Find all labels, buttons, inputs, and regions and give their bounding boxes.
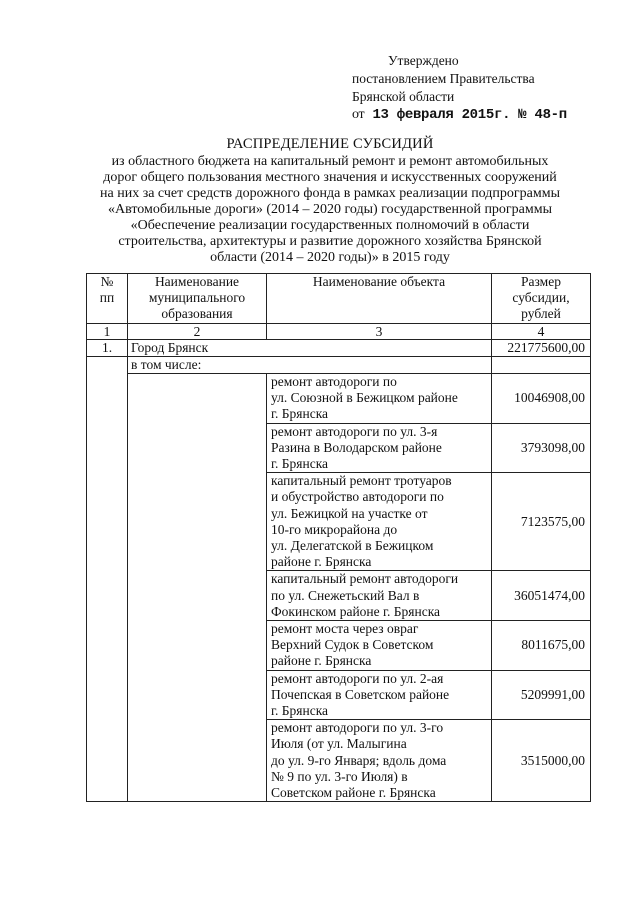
- subsidy-amount: 7123575,00: [492, 473, 591, 571]
- object-line: Июля (от ул. Малыгина: [271, 736, 407, 752]
- object-line: г. Брянска: [271, 703, 329, 719]
- object-line: ул. Союзной в Бежицком районе: [271, 390, 458, 406]
- subsidy-amount: 8011675,00: [492, 621, 591, 671]
- city-amount: 221775600,00: [492, 339, 591, 356]
- subsidy-table: [86, 273, 591, 802]
- object-line: ремонт автодороги по: [271, 374, 397, 390]
- empty-amount-cell: [492, 356, 591, 373]
- object-line: капитальный ремонт тротуаров: [271, 473, 452, 489]
- approval-date-prefix: от: [352, 107, 365, 122]
- object-name: [267, 571, 492, 621]
- approval-date-value: 13 февраля 2015г. № 48-п: [372, 107, 567, 123]
- title-line: на них за счет средств дорожного фонда в рамках реализации подпрограммы: [100, 186, 560, 201]
- column-number: 2: [128, 323, 267, 339]
- approval-approved: Утверждено: [388, 53, 459, 68]
- object-line: г. Брянска: [271, 456, 329, 472]
- title-line: строительства, архитектуры и развитие дорожного хозяйства Брянской: [118, 234, 542, 249]
- subsidy-amount: 3515000,00: [492, 720, 591, 802]
- including-row: [87, 356, 591, 373]
- column-number: 3: [267, 323, 492, 339]
- object-line: г. Брянска: [271, 406, 329, 422]
- city-row: [87, 339, 591, 356]
- object-line: ул. Делегатской в Бежицком: [271, 538, 434, 554]
- object-name: [267, 473, 492, 571]
- subsidy-amount: 10046908,00: [492, 374, 591, 424]
- object-line: до ул. 9-го Января; вдоль дома: [271, 752, 447, 768]
- empty-num-cell: [87, 356, 128, 801]
- approval-date-line: [352, 106, 567, 124]
- subsidy-amount: 5209991,00: [492, 670, 591, 720]
- title-line: «Автомобильные дороги» (2014 – 2020 годы) государственной программы: [107, 202, 553, 217]
- including-label: в том числе:: [128, 356, 492, 373]
- table-header-row: [87, 274, 591, 324]
- object-line: капитальный ремонт автодороги: [271, 571, 459, 587]
- title-line: из областного бюджета на капитальный ремонт и ремонт автомобильных: [111, 154, 549, 169]
- object-name: [267, 423, 492, 473]
- object-line: 10-го микрорайона до: [271, 521, 398, 537]
- title-line: области (2014 – 2020 годы)» в 2015 году: [210, 250, 450, 265]
- object-line: № 9 по ул. 3-го Июля) в: [271, 768, 408, 784]
- object-name: [267, 670, 492, 720]
- empty-municipality-cell: [128, 374, 267, 802]
- object-name: [267, 720, 492, 802]
- object-line: Разина в Володарском районе: [271, 439, 442, 455]
- column-number: 4: [492, 323, 591, 339]
- column-number-row: [87, 323, 591, 339]
- object-line: районе г. Брянска: [271, 554, 372, 570]
- header-object: Наименование объекта: [267, 274, 492, 324]
- object-line: и обустройство автодороги по: [271, 489, 444, 505]
- approval-resolution: постановлением Правительства: [352, 71, 535, 86]
- subsidy-amount: 3793098,00: [492, 423, 591, 473]
- table-row: [87, 374, 591, 424]
- object-line: районе г. Брянска: [271, 653, 372, 669]
- city-num: 1.: [87, 339, 128, 356]
- title-main: РАСПРЕДЕЛЕНИЕ СУБСИДИЙ: [226, 136, 434, 152]
- subsidy-amount: 36051474,00: [492, 571, 591, 621]
- header-amount: Размер субсидии, рублей: [492, 274, 591, 324]
- object-line: ремонт моста через овраг: [271, 621, 419, 637]
- header-num: № пп: [87, 274, 128, 324]
- object-line: Верхний Судок в Советском: [271, 637, 434, 653]
- document-title: [60, 136, 600, 266]
- title-line: дорог общего пользования местного значения и искусственных сооружений: [103, 170, 557, 185]
- object-line: по ул. Снежетьский Вал в: [271, 587, 420, 603]
- object-line: ремонт автодороги по ул. 3-го: [271, 720, 444, 736]
- object-line: ремонт автодороги по ул. 2-ая: [271, 670, 444, 686]
- column-number: 1: [87, 323, 128, 339]
- approval-block: [352, 52, 567, 124]
- header-municipality: Наименование муниципального образования: [128, 274, 267, 324]
- object-line: Почепская в Советском районе: [271, 686, 450, 702]
- object-line: Советском районе г. Брянска: [271, 785, 436, 801]
- object-line: ремонт автодороги по ул. 3-я: [271, 423, 438, 439]
- object-name: [267, 374, 492, 424]
- city-name: Город Брянск: [128, 339, 492, 356]
- object-line: ул. Бежицкой на участке от: [271, 505, 428, 521]
- approval-region: Брянской области: [352, 89, 455, 104]
- object-name: [267, 621, 492, 671]
- title-line: «Обеспечение реализации государственных полномочий в области: [130, 218, 530, 233]
- object-line: Фокинском районе г. Брянска: [271, 603, 441, 619]
